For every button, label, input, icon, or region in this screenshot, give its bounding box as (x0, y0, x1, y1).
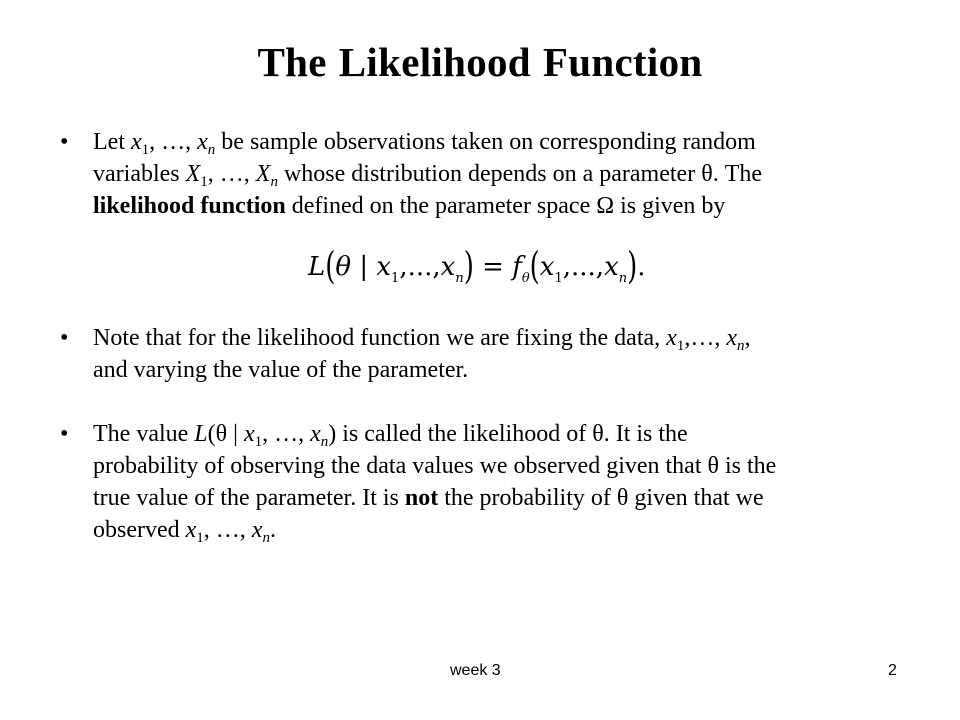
text-run: Let (93, 129, 131, 155)
title-word: Function (542, 39, 703, 85)
text-line (93, 418, 911, 450)
text-line (93, 450, 911, 482)
subscript: 1 (254, 434, 263, 450)
text-line (93, 190, 911, 222)
text-run: , …, (262, 421, 311, 447)
text-run: Note that for the likelihood function we are fixing the data, (93, 325, 667, 351)
bullet-text (93, 418, 911, 546)
eq-sub: n (618, 271, 628, 286)
subscript: n (207, 142, 216, 158)
eq-f: f (512, 252, 522, 282)
text-run: , (744, 325, 751, 351)
eq-sub: θ (521, 271, 530, 286)
text-line (93, 126, 911, 158)
likelihood-equation (308, 245, 646, 292)
subscript: 1 (676, 338, 685, 354)
eq-bar: | (351, 252, 377, 282)
text-run: …, (219, 161, 256, 187)
eq-x: x (604, 252, 619, 282)
text-run: whose distribution depends on a parameter θ. The (277, 161, 762, 187)
text-run: (θ | (207, 421, 244, 447)
subscript: 1 (141, 142, 150, 158)
text-line (93, 322, 911, 354)
var-x: x (185, 517, 197, 543)
var-x: x (197, 129, 208, 155)
eq-theta: θ (335, 252, 352, 282)
eq-equals: = (473, 252, 513, 282)
var-x: x (310, 421, 321, 447)
text-run: observed (93, 517, 186, 543)
term-likelihood-function: likelihood function (93, 193, 286, 219)
text-run: The value (93, 421, 195, 447)
eq-paren: ) (627, 245, 638, 289)
var-x: x (726, 325, 737, 351)
eq-ellipsis: ,..., (399, 252, 441, 282)
slide-title (0, 38, 960, 86)
text-run: ,…, (684, 325, 727, 351)
text-run: the probability of θ given that we (438, 485, 764, 511)
var-L: L (194, 421, 208, 447)
eq-sub: n (455, 271, 464, 286)
var-x: x (243, 421, 255, 447)
text-run: , (207, 161, 220, 187)
text-run: is called the likelihood of θ. It is the (336, 421, 688, 447)
text-run: be sample observations taken on corresponding random (215, 129, 756, 155)
eq-ellipsis: ,..., (562, 252, 605, 282)
bullet-text (93, 126, 911, 222)
var-x: x (666, 325, 677, 351)
text-run: probability of observing the data values we observed given that θ is the (93, 453, 777, 479)
var-x: x (251, 517, 263, 543)
subscript: 1 (200, 174, 208, 190)
var-x: x (130, 129, 142, 155)
subscript: n (320, 434, 329, 450)
subscript: 1 (196, 530, 204, 546)
subscript: n (736, 338, 745, 354)
text-run: . (269, 517, 276, 543)
text-run: defined on the parameter space Ω is given by (285, 193, 726, 219)
footer-week-label: week 3 (450, 662, 501, 679)
eq-dot: . (637, 252, 646, 282)
eq-x: x (539, 252, 555, 282)
eq-sub: 1 (554, 271, 563, 286)
title-word: The (257, 39, 327, 85)
eq-L: L (308, 252, 326, 282)
text-line (93, 354, 911, 386)
footer-page-number: 2 (888, 662, 897, 679)
text-line (93, 514, 911, 546)
eq-paren: ( (529, 245, 540, 289)
eq-paren: ( (325, 245, 336, 289)
subscript: n (270, 174, 278, 190)
text-run: , (149, 129, 162, 155)
bullet-marker: • (60, 325, 69, 351)
bullet-text (93, 322, 911, 386)
text-run: …, (161, 129, 198, 155)
var-X: X (185, 161, 201, 187)
text-run: ) (328, 421, 337, 447)
eq-paren: ) (463, 245, 474, 289)
bullet-marker: • (60, 421, 69, 447)
title-word: Likelihood (338, 39, 531, 85)
emphasis-not: not (404, 485, 439, 511)
bullet-marker: • (60, 129, 69, 155)
eq-x: x (376, 252, 392, 282)
text-run: and varying the value of the parameter. (93, 357, 469, 383)
eq-x: x (440, 252, 456, 282)
eq-sub: 1 (391, 271, 400, 286)
subscript: n (262, 530, 270, 546)
text-run: true value of the parameter. It is (93, 485, 405, 511)
text-run: , …, (203, 517, 252, 543)
text-line (93, 158, 911, 190)
var-X: X (255, 161, 271, 187)
text-line (93, 482, 911, 514)
text-run: variables (93, 161, 186, 187)
